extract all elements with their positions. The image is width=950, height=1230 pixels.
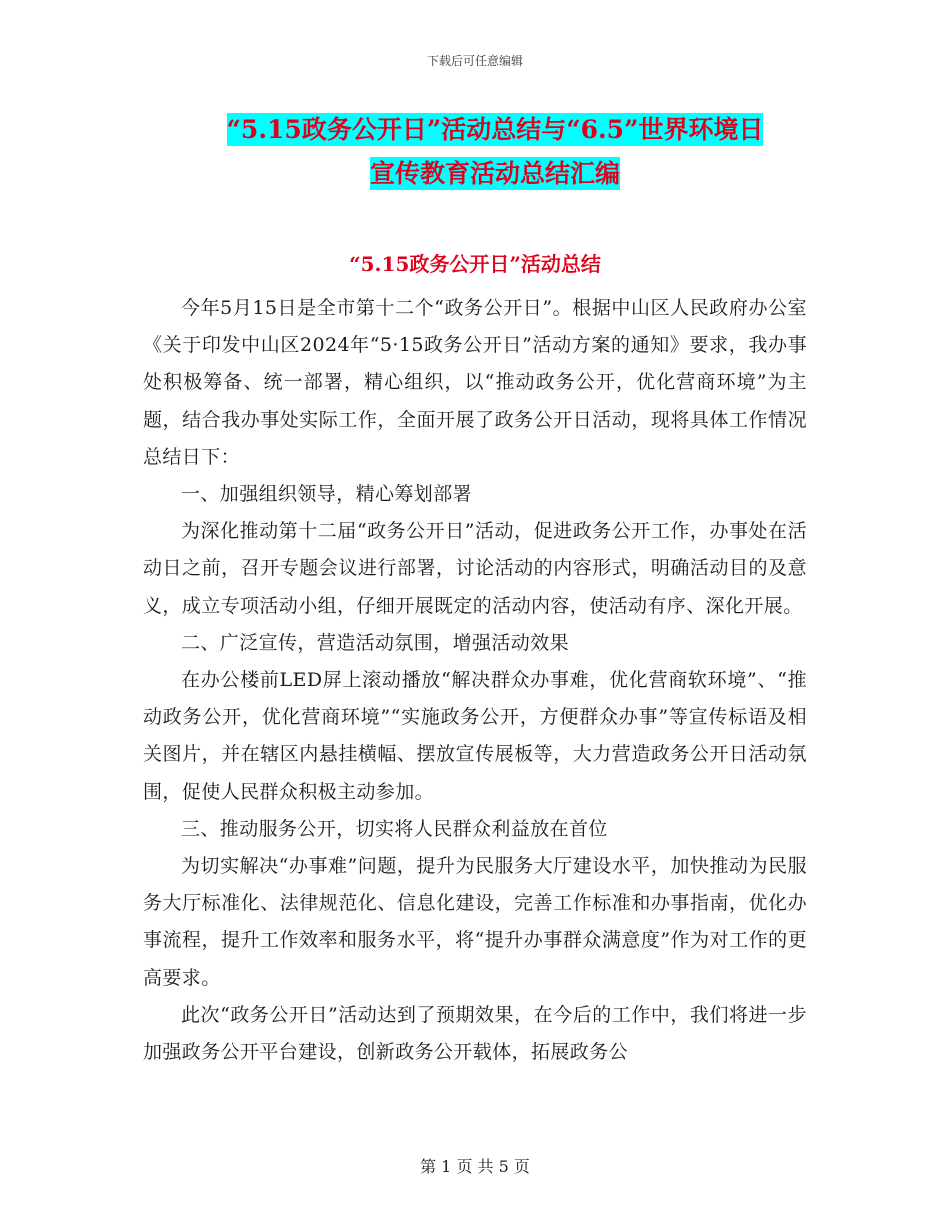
title-line-1: “5.15政务公开日”活动总结与“6.5”世界环境日	[226, 115, 764, 144]
paragraph-conclusion: 此次“政务公开日”活动达到了预期效果，在今后的工作中，我们将进一步加强政务公开平台建设，创新政务公开载体，拓展政务公	[143, 1003, 807, 1064]
paragraph-2: 在办公楼前LED屏上滚动播放“解决群众办事难，优化营商软环境”、“推动政务公开，优化营商环境”“实施政务公开，方便群众办事”等宣传标语及相关图片，并在辖区内悬挂横幅、摆放宣传展板等，大力营造政务公开日活动氛围，促使人民群众积极主动参加。	[143, 669, 807, 803]
body-text	[143, 290, 807, 1071]
title-line-2: 宣传教育活动总结汇编	[369, 159, 620, 188]
header-note: 下载后可任意编辑	[426, 54, 523, 68]
document-title	[150, 108, 840, 196]
section-title: “5.15政务公开日”活动总结	[349, 252, 601, 276]
heading-3: 三、推动服务公开，切实将人民群众利益放在首位	[181, 817, 608, 840]
paragraph-3: 为切实解决“办事难”问题，提升为民服务大厅建设水平，加快推动为民服务大厅标准化、法律规范化、信息化建设，完善工作标准和办事指南，优化办事流程，提升工作效率和服务水平，将“提升办事群众满意度”作为对工作的更高要求。	[143, 855, 807, 989]
heading-1: 一、加强组织领导，精心筹划部署	[181, 483, 473, 506]
page-footer: 第 1 页 共 5 页	[420, 1157, 530, 1176]
heading-2: 二、广泛宣传，营造活动氛围，增强活动效果	[181, 631, 570, 654]
paragraph-intro: 今年5月15日是全市第十二个“政务公开日”。根据中山区人民政府办公室《关于印发中山区2024年“5·15政务公开日”活动方案的通知》要求，我办事处积极筹备、统一部署，精心组织，以“推动政务公开，优化营商环境”为主题，结合我办事处实际工作，全面开展了政务公开日活动，现将具体工作情况总结日下：	[143, 297, 807, 468]
paragraph-1: 为深化推动第十二届“政务公开日”活动，促进政务公开工作，办事处在活动日之前，召开专题会议进行部署，讨论活动的内容形式，明确活动目的及意义，成立专项活动小组，仔细开展既定的活动内容，使活动有序、深化开展。	[143, 520, 807, 617]
